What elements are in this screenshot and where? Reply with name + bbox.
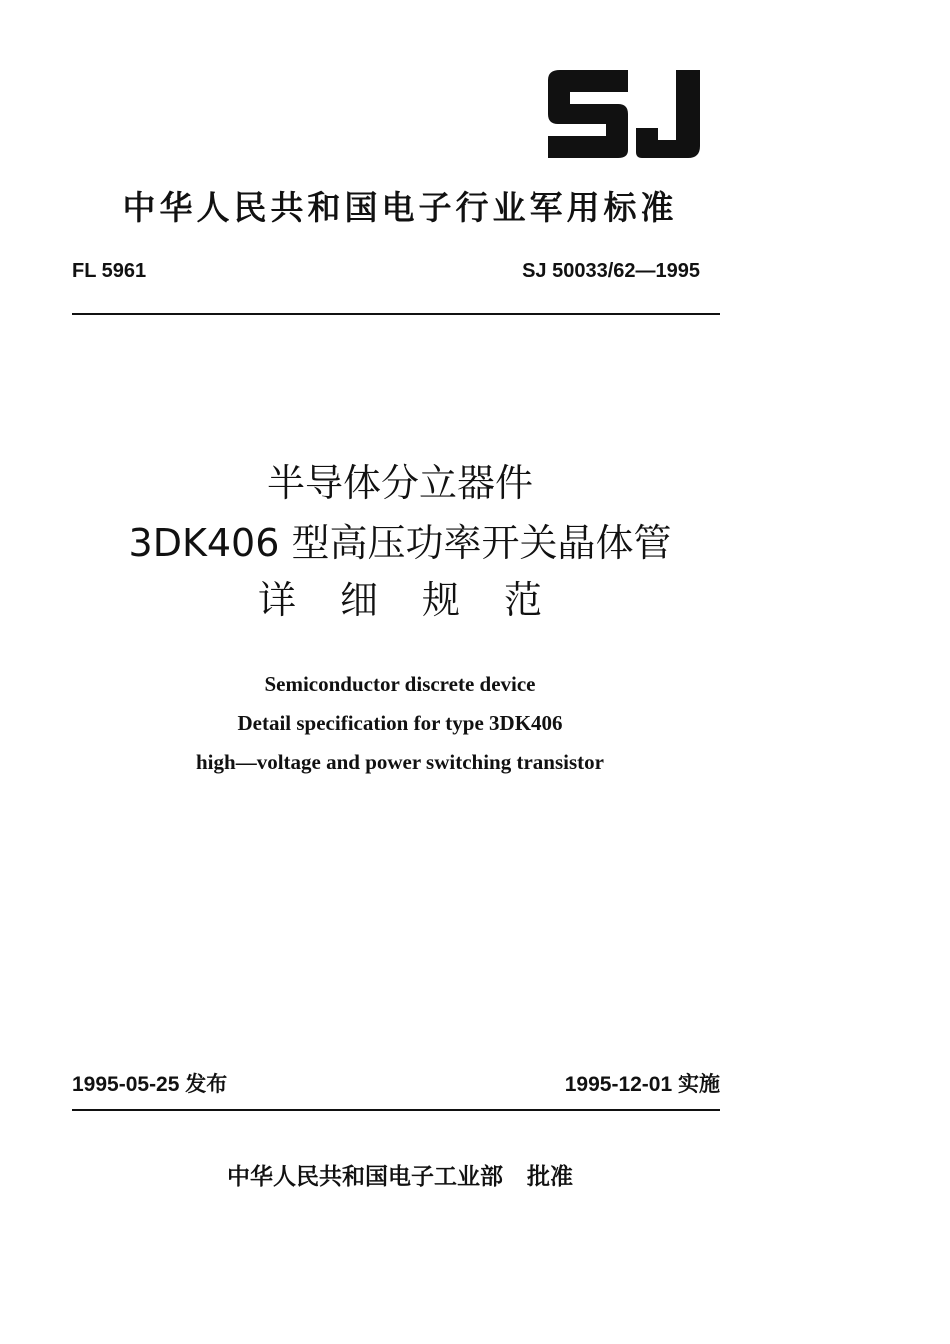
chinese-title-line-2: 3DK406 型高压功率开关晶体管 xyxy=(128,521,672,565)
sj-logo-mark xyxy=(540,62,705,162)
english-title-line-2: Detail specification for type 3DK406 xyxy=(237,711,563,735)
issue-date: 1995-05-25 发布 xyxy=(72,1073,228,1096)
standard-title: 中华人民共和国电子行业军用标准 xyxy=(122,188,678,227)
approval-word: 批准 xyxy=(527,1164,573,1190)
chinese-title-line-3: 详细规范 xyxy=(257,578,586,622)
classification-code: FL 5961 xyxy=(72,260,147,282)
english-title-line-1: Semiconductor discrete device xyxy=(264,672,536,696)
header-divider xyxy=(72,313,720,315)
footer-divider xyxy=(72,1109,720,1111)
effective-date: 1995-12-01 实施 xyxy=(564,1073,720,1096)
standard-number: SJ 50033/62—1995 xyxy=(522,260,700,282)
issuing-authority: 中华人民共和国电子工业部 xyxy=(227,1164,503,1190)
english-title-line-3: high—voltage and power switching transistor xyxy=(196,750,604,774)
sj-logo xyxy=(540,62,705,162)
chinese-title-line-1: 半导体分立器件 xyxy=(266,461,533,505)
approval-line xyxy=(0,1161,800,1193)
